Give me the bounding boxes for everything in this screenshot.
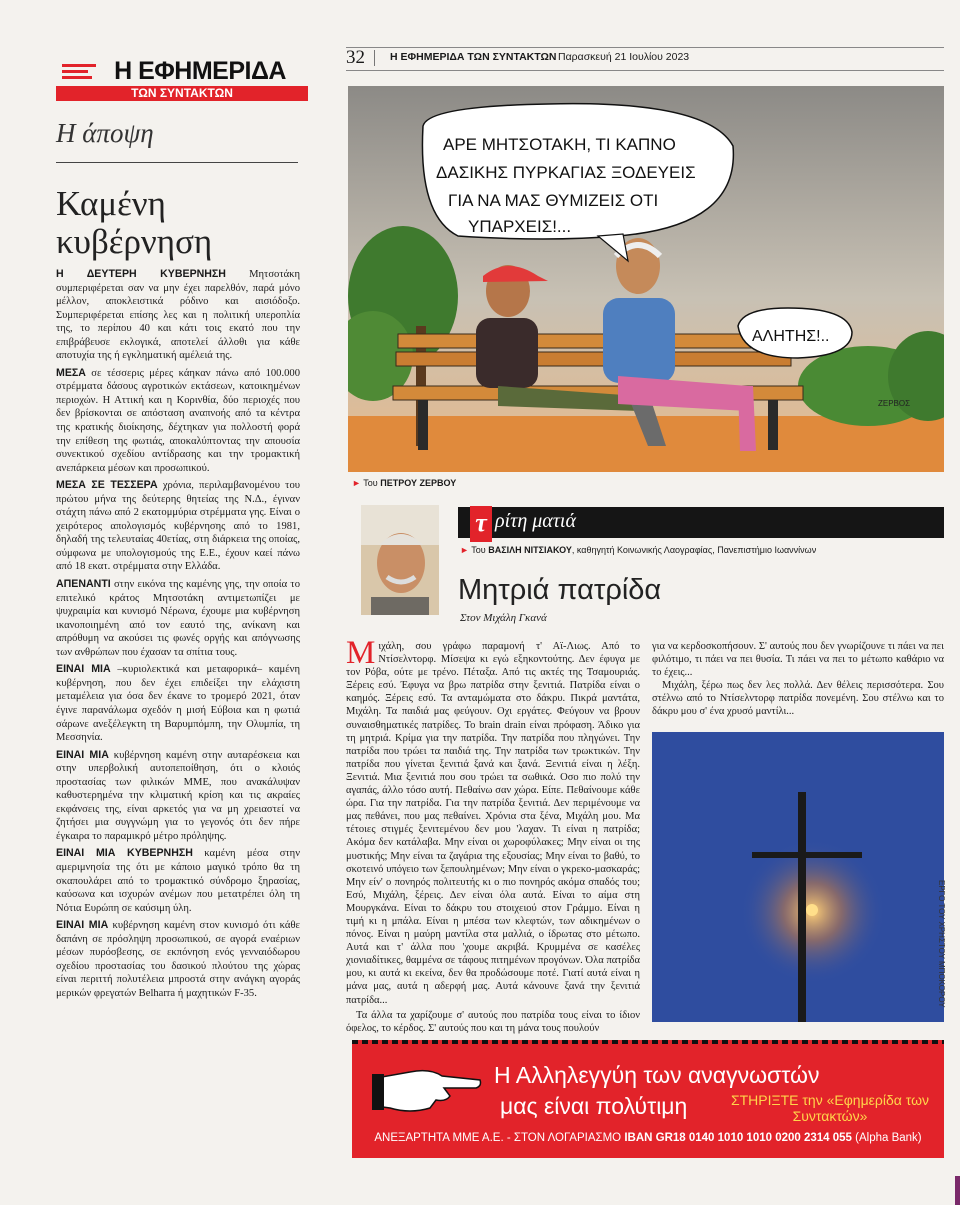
editorial-body xyxy=(56,268,300,1004)
article-paragraph xyxy=(346,1009,640,1035)
page-header-divider xyxy=(374,50,375,66)
paragraph-lead: ΑΠΕΝΑΝΤΙ xyxy=(56,578,111,591)
ad-account-text: ΑΝΕΞΑΡΤΗΤΑ ΜΜΕ Α.Ε. - ΣΤΟΝ ΛΟΓΑΡΙΑΣΜΟ xyxy=(374,1132,625,1144)
article-text: Τα άλλα τα χαρίζουμε σ' αυτούς που πατρίδα τους είναι το ίδιον όφελος, το κέρδος. Σ' αυτούς που και τη μάνα τους πουλούν xyxy=(346,1009,640,1034)
cross-horizontal-icon xyxy=(752,852,862,858)
paragraph-text: κυβέρνηση καμένη στον κυνισμό ότι κάθε δαπάνη σε πρόσληψη προσωπικού, σε αγορά εναέριων μέσων πυρόσβεσης, σε εκπόνηση ενός γενναιόδωρου σχεδίου προστασίας του δασικού πλούτου της χώρας είναι περιττή πολυτέλεια μπροστά στην ανάγκη αγοράς μερικών φρεγατών Belharra ή μαχητικών F-35. xyxy=(56,920,300,999)
bubble-1-line: ΔΑΣΙΚΗΣ ΠΥΡΚΑΓΙΑΣ ΞΟΔΕΥΕΙΣ xyxy=(436,163,696,182)
byline-prefix: Του xyxy=(471,545,489,555)
paragraph-text: Μητσοτάκη συμπεριφέρεται σαν να μην έχει παρελθόν, παρά μόνο μέλλον, αποκλειστικά ρόδινο και αισιόδοξο. Συμπεριφέρεται επίσης λες και η πολιτική υπεροπλία της, το περίπου 40 και κάτι τοις εκατό που την επιβράβευσε εκλογικά, αποτελεί άλλοθι για κάθε αποτυχία της ή εγκληματική αμέλειά της. xyxy=(56,269,301,362)
article-body-col-1 xyxy=(346,635,640,1037)
page-number: 32 xyxy=(346,47,365,68)
paragraph-lead: ΜΕΣΑ xyxy=(56,366,86,379)
ad-dashed-border xyxy=(352,1040,944,1044)
ad-headline: Η Αλληλεγγύη των αναγνωστών xyxy=(494,1062,820,1088)
paragraph-text: σε τέσσερις μέρες κάηκαν πάνω από 100.000 στρέμματα δάσους αγροτικών εκτάσεων, κατοικημένων περιοχών. Η Αττική και η Κορινθία, δύο περιοχές που δεν βρίσκονται σε απόσταση αναπνοής από τα κέντρα της κρατικής διοίκησης, δέχτηκαν για πολλοστή φορά την επίθεση της φωτιάς, αποκαλύπτοντας την απουσία συνεκτικού σχεδίου αντίδρασης και την τρομακτική ανεπάρκεια μέσων και προσωπικού. xyxy=(56,367,300,474)
paragraph-lead: ΜΕΣΑ ΣΕ ΤΕΣΣΕΡΑ xyxy=(56,479,158,492)
bubble-1-line: ΓΙΑ ΝΑ ΜΑΣ ΘΥΜΙΖΕΙΣ ΟΤΙ xyxy=(448,191,659,210)
byline-name: ΒΑΣΙΛΗ ΝΙΤΣΙΑΚΟΥ xyxy=(488,545,572,555)
cartoonist-signature: ΖΕΡΒΟΣ xyxy=(878,399,911,408)
editorial-paragraph xyxy=(56,749,300,844)
article-paragraph xyxy=(346,635,640,1007)
article-text: Μιχάλη, ξέρω πως δεν λες πολλά. Δεν θέλεις περισσότερα. Σου στέλνω από το Ντίσελντορφ πατρίδα πονεμένη. Σου στέλνω και το δάκρυ μου σ' ένα χρυσό μαντίλι... xyxy=(652,680,944,718)
paragraph-text: –κυριολεκτικά και μεταφορικά– καμένη κυβέρνηση, που δεν έχει επιδείξει την ελάχιστη μεταμέλεια για όσα δεν έκανε το τρομερό 2021, όταν έγινε παρανάλωμα σχεδόν η μισή Εύβοια και η φωτιά σάρωνε ανεξέλεγκτη τη Βαρυμπόμπη, την Ολυμπία, τη Μεσσηνία. xyxy=(56,664,300,744)
logo-sub-text: ΤΩΝ ΣΥΝΤΑΚΤΩΝ xyxy=(56,86,308,101)
pointing-hand-icon xyxy=(370,1058,482,1118)
column-name-initial: τ xyxy=(470,506,492,542)
bubble-2-text: ΑΛΗΤΗΣ!.. xyxy=(752,328,830,345)
cross-vertical-icon xyxy=(798,792,806,1022)
paragraph-lead: ΕΙΝΑΙ ΜΙΑ xyxy=(56,748,109,761)
ad-iban-label: IBAN xyxy=(624,1132,653,1144)
editorial-paragraph xyxy=(56,663,300,744)
author-photo xyxy=(361,505,439,615)
ad-bank-name: (Alpha Bank) xyxy=(851,1132,922,1144)
byline-role: , καθηγητή Κοινωνικής Λαογραφίας, Πανεπιστήμιο Ιωαννίνων xyxy=(571,545,817,555)
article-dedication: Στον Μιχάλη Γκανά xyxy=(460,612,547,624)
section-title: Η άποψη xyxy=(56,118,154,148)
editorial-paragraph xyxy=(56,578,300,659)
paragraph-lead: ΕΙΝΑΙ ΜΙΑ xyxy=(56,919,109,932)
political-cartoon xyxy=(348,86,944,472)
section-rule xyxy=(56,162,298,163)
logo-main-text: Η ΕΦΗΜΕΡΙΔΑ xyxy=(114,57,286,85)
editorial-paragraph xyxy=(56,479,300,574)
painting-credit: ΕΡΓΟ ΤΟΥ ΧΡΗΣΤΟΥ ΜΠΟΚΟΡΟΥ xyxy=(937,880,946,1008)
candle-light-icon xyxy=(806,904,818,916)
paragraph-text: κυβέρνηση καμένη στην αυταρέσκεια και στην υπερβολική αυτοπεποίθηση, ότι ο κλοιός προστασίας των φιλικών ΜΜΕ, που ανακάλυψαν καθυστερημένα την κλιματική κρίση και τις ακραίες εκφάνσεις της, είναι αρκετός για να μη χρειαστεί να ζητήσει μια συγγνώμη για το γεγονός ότι δεν πήρε έγκαιρα το παραμικρό μέτρο πρόληψης. xyxy=(56,749,300,842)
article-text: ιχάλη, σου γράφω παραμονή τ' Αϊ-Λιως. Από το Ντίσελντορφ. Μίσεψα κι εγώ εξηκοντούτης. Δεν έφυγα με τον Ρόβα, ούτε με τρένο. Πέταξα. Από τις ακτές της Τσαμουριάς. Ξέρεις εσύ. Έφυγα να βρω πατρίδα στην ξενιτιά. Πατρίδα είναι ο καημός. Ξέρεις εσύ. Τα ανταμώματα στο δάκρυ. Πικρά μαντάτα, Μιχάλη. Τα παιδιά μας φεύγουν. Οχι εργάτες. Φεύγουν να βρουν συναισθηματικές πατρίδες. Το brain drain είναι πρόφαση. Άδικο για τη μητριά. Κρίμα για την πατρίδα. Την πατρίδα που πληγώνει. Την πατρίδα που τρώει τα παιδιά της. Την πατρίδα των τρωκτικών. Την πατρίδα που γίνεται ξενιτιά ξανά και ξανά. Ξενιτιά είναι η λέξη. Ξενιτιά. Μια ξενιτιά που σου τρώει τα σωθικά. Οσο πιο πολύ την αγαπάς, άλλο τόσο αυτή. Πεθαίνω σαν χώρα. Είπε. Πεθαίνουμε κάθε ώρα. Για την πατρίδα. Για την πατρίδα ξενιτιά. Δεν περιμένουμε να μας πεθάνει, που μας πεθαίνει. Χρόνια στα ξένα, Μιχάλη μου. Μα τέτοιες στιγμές ξενιτεμένου δεν μου 'λαχαν. Τι είναι η πατρίδα; Ακόμα δεν κατάλαβα. Μην είναι οι χωροφύλακες; Μην είναι οι της μυστικής; Μην είναι τα ζαγάρια της εξουσίας; Μην είναι το βαθύ, το σκοτεινό υπόγειο των ξεπουλημένων; Μην είναι ο γκρεκο-μασκαράς; Μην είν' ο πονηρός πολιτευτής κι ο πιο πονηρός ακόμα σπαδός του; Εσύ, Μιχάλη, ξέρεις. Δεν είναι όλα αυτά. Είναι το αίμα στη Μουργκάνα. Είναι το δάκρυ του στοιχειού στον Γράμμο. Είναι η τιμή κι η μπάλα. Είναι η μπέσα των κλεφτών, των αδικημένων ο πόνος. Είναι η μαύρη μαντίλα στα μαλλιά, ο ίδρωτας στο μέτωπο. Αυτά και τ' άλλα που 'χουμε ακριβά. Κρυμμένα σε κασέλες χιονιαδίτικες, θαμμένα σε τάφους πιτημένων προγόνων. Όλα πατρίδα μου, κι αυτά κι εκείνα, δεν θα προδώσουμε ποτέ. Γιατί αυτά είναι η μάνα μας, αυτά η αδερφή μας. Αυτά κάνουνε ξανά την ξενιτιά πατρίδα... xyxy=(346,641,640,1006)
page-edge-tab xyxy=(955,1176,960,1205)
page-header-date: Παρασκευή 21 Ιουλίου 2023 xyxy=(558,51,690,63)
article-body-col-2 xyxy=(652,640,944,719)
editorial-paragraph xyxy=(56,367,300,475)
paragraph-text: στην εικόνα της καμένης γης, την οποία το επιτελικό κράτος Μητσοτάκη αντιμετωπίζει με ψυχραιμία και κυνισμό Νέρωνα, έχουμε μια κυβέρνηση ικανοποιημένη από τον εαυτό της, ανίκανη και απρόθυμη να ακούσει τις φωνές οργής και απόγνωσης των ανθρώπων που έχασαν τα σπίτια τους. xyxy=(56,579,300,658)
paragraph-lead: Η ΔΕΥΤΕΡΗ ΚΥΒΕΡΝΗΣΗ xyxy=(56,268,226,280)
editorial-headline: Καμένη κυβέρνηση xyxy=(56,184,213,261)
bubble-1-line: ΑΡΕ ΜΗΤΣΟΤΑΚΗ, ΤΙ ΚΑΠΝΟ xyxy=(443,135,676,154)
paragraph-lead: ΕΙΝΑΙ ΜΙΑ ΚΥΒΕΡΝΗΣΗ xyxy=(56,847,193,860)
ad-iban-number: GR18 0140 1010 1010 0200 2314 055 xyxy=(652,1132,852,1144)
ad-bank-details xyxy=(352,1132,944,1144)
ad-call-to-action: ΣΤΗΡΙΞΤΕ την «Εφημερίδα των Συντακτών» xyxy=(730,1092,930,1124)
arrow-icon: ► xyxy=(460,545,469,555)
paragraph-lead: ΕΙΝΑΙ ΜΙΑ xyxy=(56,663,111,676)
logo-speed-bars xyxy=(62,64,96,82)
credit-name: ΠΕΤΡΟΥ ΖΕΡΒΟΥ xyxy=(380,478,457,488)
credit-prefix: Του xyxy=(363,478,381,488)
page-header-paper: Η ΕΦΗΜΕΡΙΔΑ ΤΩΝ ΣΥΝΤΑΚΤΩΝ xyxy=(390,51,557,63)
article-title: Μητριά πατρίδα xyxy=(458,574,662,606)
article-byline xyxy=(460,545,816,555)
column-name: ρίτη ματιά xyxy=(495,510,576,532)
paragraph-text: καμένη μέσα στην αμεριμνησία της ότι με κάποιο μαγικό τρόπο θα τη σκαπουλάρει από το τρομακτικό σύνδρομο ξηρασίας, καύσωνα και ισχυρών ανέμων που μετατρέπει όλη τη Νότια Ευρώπη σε καύσιμη ύλη. xyxy=(56,848,301,914)
ad-subheadline: μας είναι πολύτιμη xyxy=(500,1093,688,1119)
article-text: για να κερδοσκοπήσουν. Σ' αυτούς που δεν γνωρίζουνε τι πάει να πει φιλότιμο, τι πάει να πει θυσία. Τι πάει να πει το μέτωπο καθάριο να το έχεις... xyxy=(652,641,944,679)
editorial-paragraph xyxy=(56,847,300,915)
editorial-paragraph xyxy=(56,919,300,1000)
paragraph-text: χρόνια, περιλαμβανομένου του πρώτου μήνα της δεύτερης θητείας της Ν.Δ., έγιναν στάχτη πάνω από 2 εκατομμύρια στρέμματα γης. Είναι ο χειρότερος απολογισμός κυβέρνησης από το 1981, δηλαδή της τελευταίας 40ετίας, στη διάρκεια της οποίας, σύμφωνα με υπολογισμούς της Ε.Ε., έχουν καεί πάνω από 18 εκατ. στρέμματα στην Ελλάδα. xyxy=(56,480,300,573)
arrow-icon: ► xyxy=(352,478,361,488)
newspaper-logo xyxy=(56,58,308,101)
editorial-paragraph xyxy=(56,268,300,363)
bubble-1-line: ΥΠΑΡΧΕΙΣ!... xyxy=(468,217,572,236)
cross-painting xyxy=(652,732,944,1022)
cartoon-credit xyxy=(352,478,456,488)
drop-cap: Μ xyxy=(346,635,376,671)
